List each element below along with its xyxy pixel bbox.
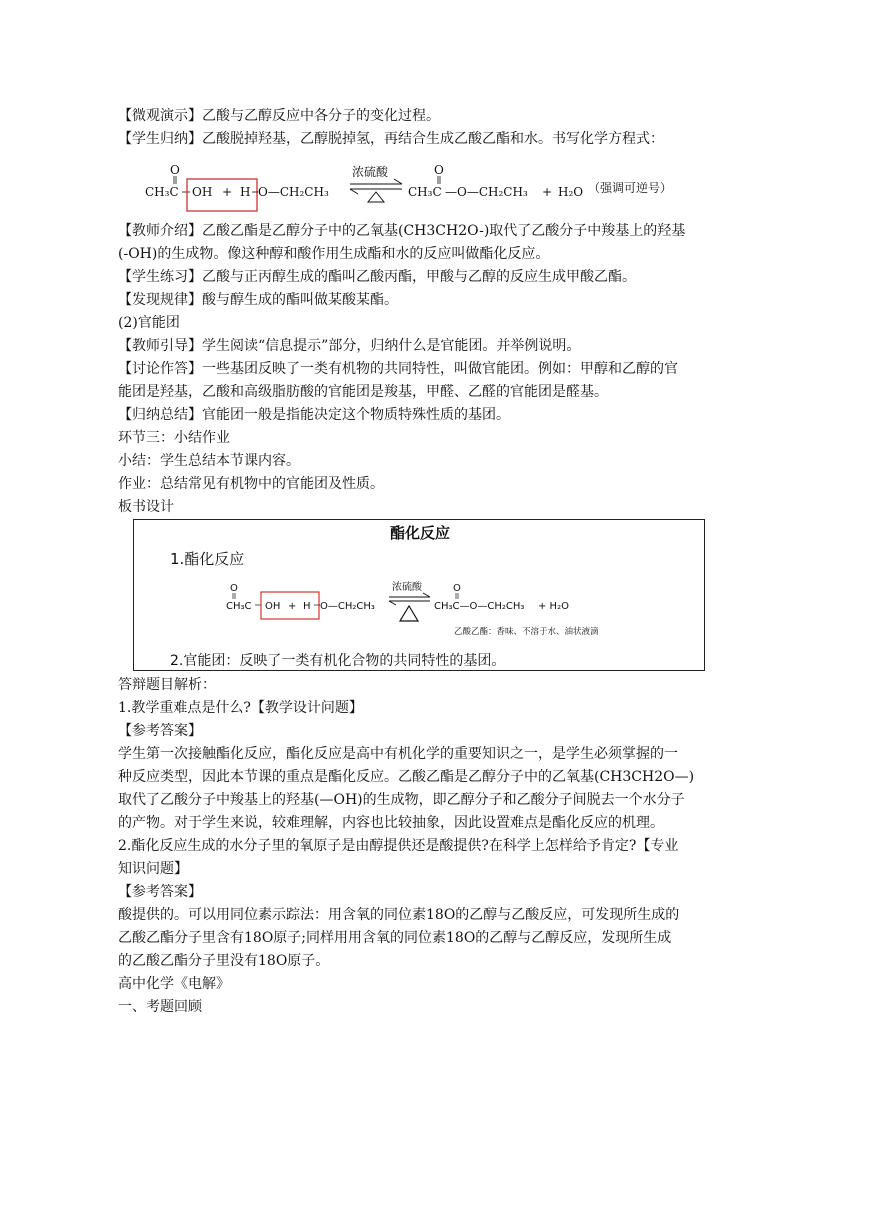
text-line: 乙酸乙酯分子里含有18O原子;同样用用含氧的同位素18O的乙醇与乙醇反应，发现所生成 — [118, 930, 672, 946]
text-line: 取代了乙酸分子中羧基上的羟基(—OH)的生成物，即乙醇分子和乙酸分子间脱去一个水分子 — [118, 792, 685, 808]
board-ester-properties: 乙酸乙酯：香味、不溶于水、油状液滴 — [454, 627, 599, 637]
text-line: 种反应类型，因此本节课的重点是酯化反应。乙酸乙酯是乙醇分子中的乙氧基(CH3CH2O—) — [118, 769, 695, 785]
reversible-note: （强调可逆号） — [588, 181, 673, 195]
text-line: 知识问题】 — [118, 861, 188, 877]
esterification-equation — [140, 160, 740, 216]
svg-text:+: + — [288, 601, 297, 612]
text-line: 高中化学《电解》 — [118, 976, 230, 992]
text-line: 【学生练习】乙酸与正丙醇生成的酯叫乙酸丙酯，甲酸与乙醇的反应生成甲酸乙酯。 — [118, 269, 636, 285]
text-line: 板书设计 — [118, 499, 174, 515]
svg-text:O—CH₂CH₃: O—CH₂CH₃ — [320, 601, 375, 612]
text-line: (2)官能团 — [118, 315, 180, 331]
text-line: 环节三：小结作业 — [118, 430, 230, 446]
text-line: 【参考答案】 — [118, 884, 202, 900]
text-line: 的产物。对于学生来说，较难理解，内容也比较抽象，因此设置难点是酯化反应的机理。 — [118, 815, 664, 831]
ethoxy-group: O—CH₂CH₃ — [258, 185, 329, 199]
acid-ch3c: CH₃C — [145, 185, 179, 199]
text-line: 【参考答案】 — [118, 723, 202, 739]
product-carbonyl-o: O — [434, 163, 444, 177]
text-line: 【微观演示】乙酸与乙醇反应中各分子的变化过程。 — [118, 108, 440, 124]
text-line: 酸提供的。可以用同位素示踪法：用含氧的同位素18O的乙醇与乙酸反应，可发现所生成的 — [118, 907, 680, 923]
text-line: 学生第一次接触酯化反应，酯化反应是高中有机化学的重要知识之一，是学生必须掌握的一 — [118, 746, 678, 762]
text-line: 1.教学重难点是什么?【教学设计问题】 — [118, 700, 363, 716]
text-line: 的乙酸乙酯分子里没有18O原子。 — [118, 953, 330, 969]
text-line: 2.酯化反应生成的水分子里的氧原子是由醇提供还是酸提供?在科学上怎样给予肯定?【专业 — [118, 838, 679, 854]
ethanol-h: H — [240, 185, 251, 199]
carbonyl-o: O — [170, 163, 180, 177]
plus-sign: + — [542, 185, 553, 199]
svg-text:+ H₂O: + H₂O — [538, 601, 569, 612]
svg-text:O: O — [230, 583, 238, 594]
board-title: 酯化反应 — [389, 524, 451, 542]
product-ethoxy: —O—CH₂CH₃ — [445, 185, 528, 199]
plus-sign: + — [222, 185, 233, 199]
text-line: 作业：总结常见有机物中的官能团及性质。 — [118, 476, 384, 492]
svg-text:O: O — [453, 583, 461, 594]
text-line: 【学生归纳】乙酸脱掉羟基，乙醇脱掉氢，再结合生成乙酸乙酯和水。书写化学方程式： — [118, 131, 664, 147]
product-ch3c: CH₃C — [408, 185, 442, 199]
svg-text:CH₃C—O—CH₂CH₃: CH₃C—O—CH₂CH₃ — [434, 601, 525, 612]
hydroxyl: OH — [192, 185, 213, 199]
svg-text:CH₃C: CH₃C — [226, 601, 252, 612]
text-line: 【归纳总结】官能团一般是指能决定这个物质特殊性质的基团。 — [118, 407, 510, 423]
text-line: 【教师介绍】乙酸乙酯是乙醇分子中的乙氧基(CH3CH2O-)取代了乙酸分子中羧基上的羟基 — [118, 223, 686, 239]
svg-text:H: H — [303, 601, 311, 612]
text-line: 【发现规律】酸与醇生成的酯叫做某酸某酯。 — [118, 292, 398, 308]
text-line: 能团是羟基，乙酸和高级脂肪酸的官能团是羧基，甲醛、乙醛的官能团是醛基。 — [118, 384, 608, 400]
text-line: 【教师引导】学生阅读“信息提示”部分，归纳什么是官能团。并举例说明。 — [118, 338, 581, 354]
text-line: 【讨论作答】一些基团反映了一类有机物的共同特性，叫做官能团。例如：甲醇和乙醇的官 — [118, 361, 678, 377]
text-line: 小结：学生总结本节课内容。 — [118, 453, 300, 469]
board-catalyst: 浓硫酸 — [392, 582, 422, 593]
heat-triangle — [368, 192, 384, 202]
board-design-figure — [133, 519, 705, 671]
text-line: (-OH)的生成物。像这种醇和酸作用生成酯和水的反应叫做酯化反应。 — [118, 246, 550, 262]
catalyst-label: 浓硫酸 — [352, 165, 389, 179]
svg-text:OH: OH — [265, 601, 281, 612]
text-line: 一、考题回顾 — [118, 999, 202, 1015]
board-subtitle-functional-group: 2.官能团：反映了一类有机化合物的共同特性的基团。 — [170, 653, 506, 669]
board-heat-triangle — [400, 606, 418, 621]
text-line: 答辩题目解析： — [118, 677, 216, 693]
board-subtitle-esterification: 1.酯化反应 — [170, 550, 245, 568]
water: H₂O — [558, 185, 584, 199]
